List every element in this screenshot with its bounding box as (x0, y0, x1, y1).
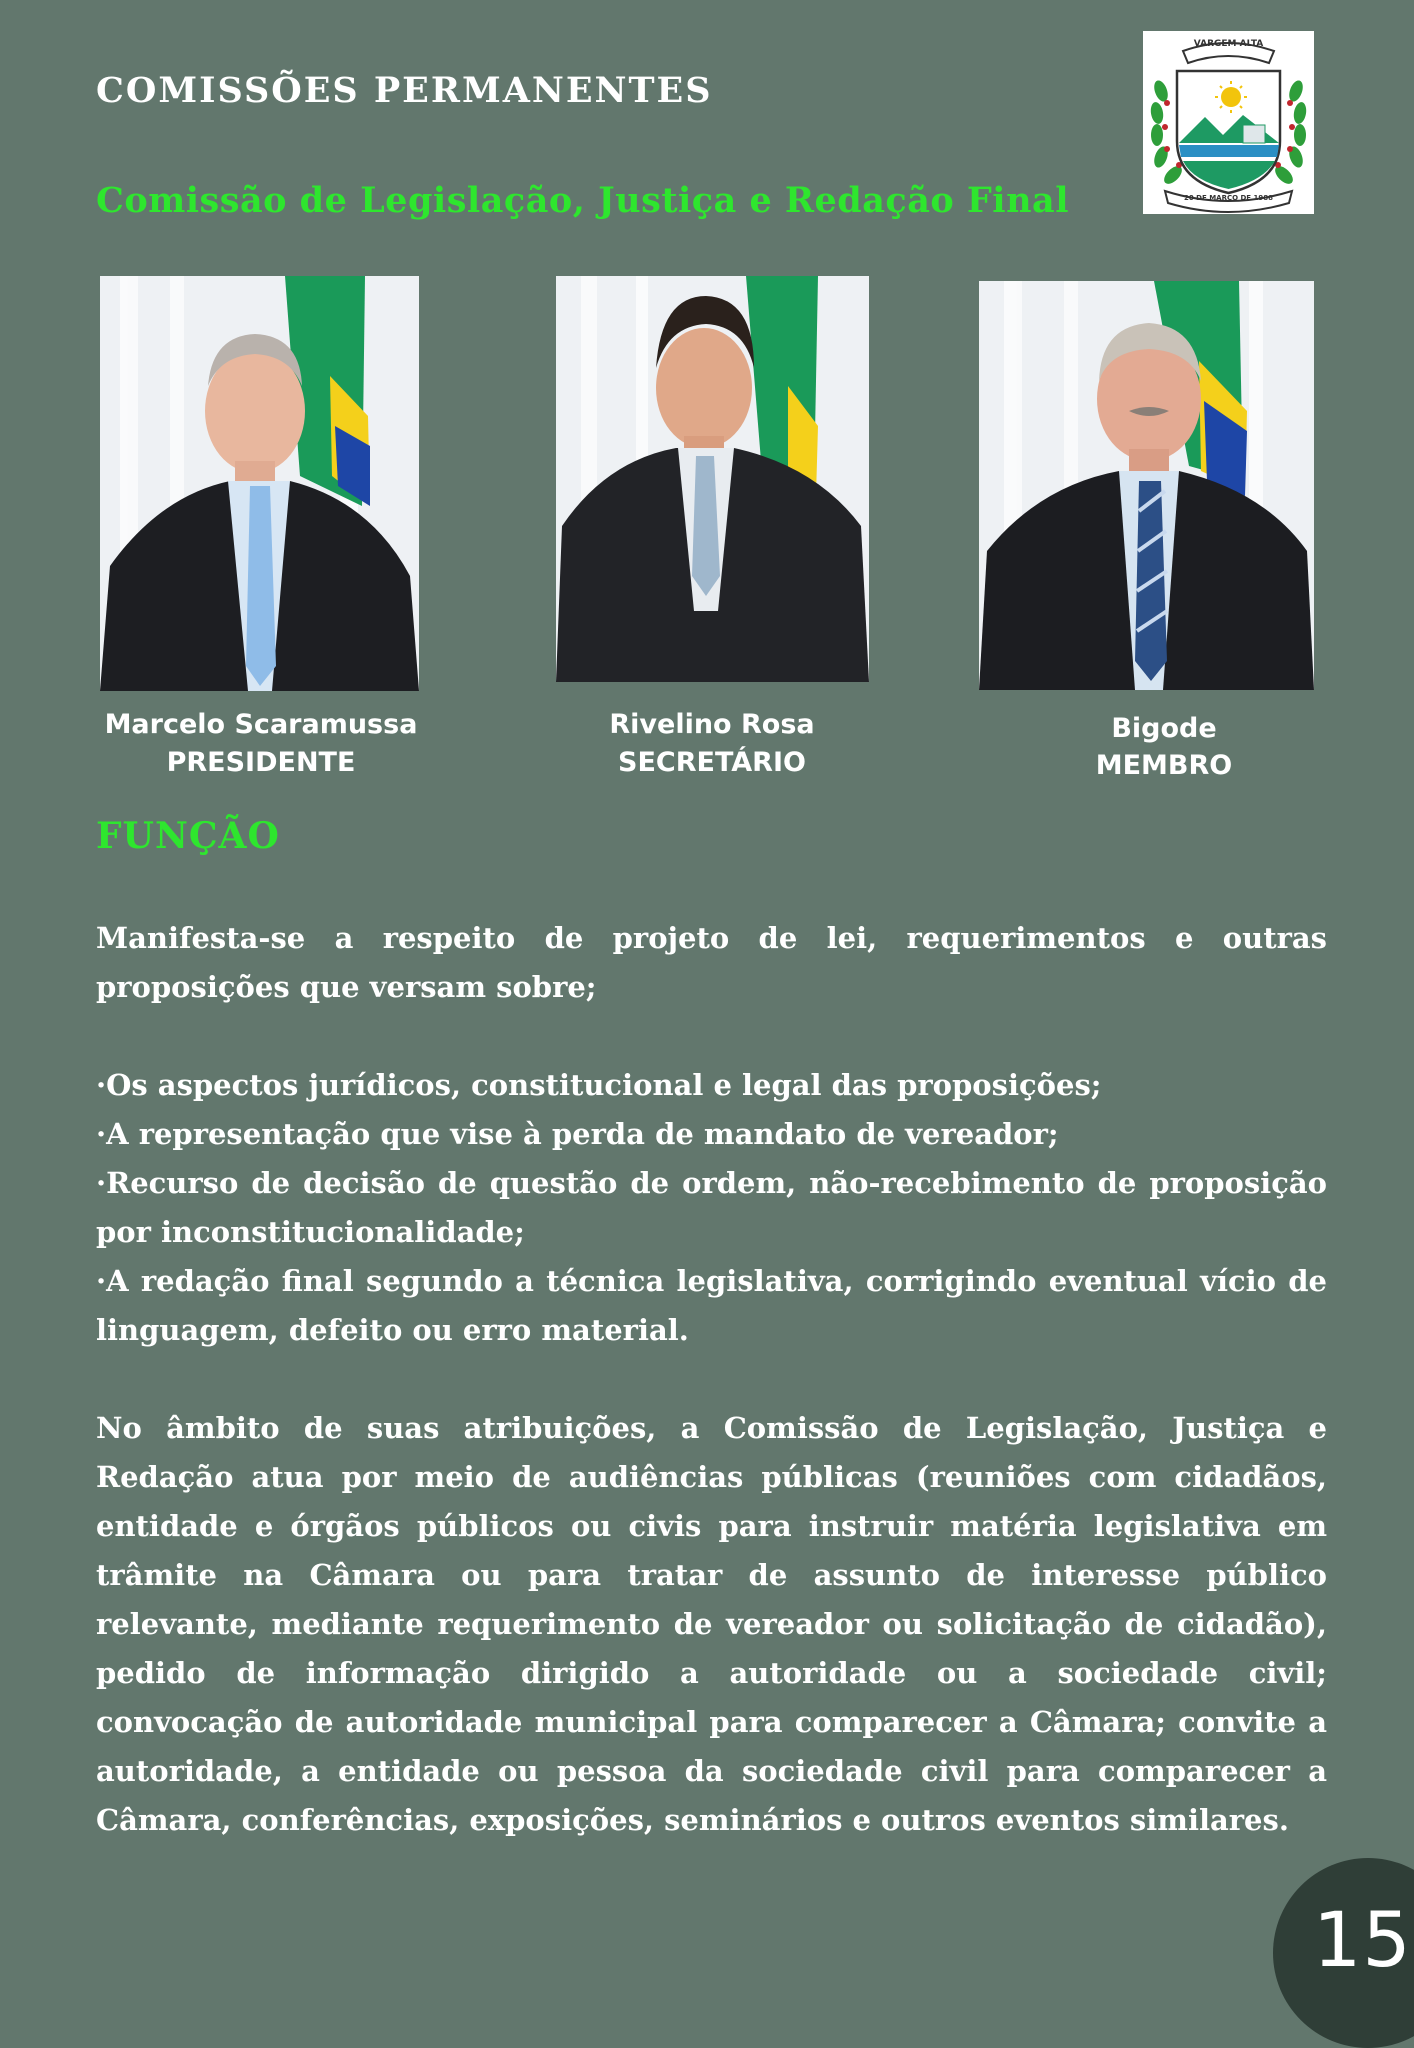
vargem-alta-coat-of-arms-logo (1143, 31, 1314, 214)
function-intro: Manifesta-se a respeito de projeto de lei, requerimentos e outras proposições que versam sobre; (96, 921, 1327, 1004)
committee-title: Comissão de Legislação, Justiça e Redação Final (96, 180, 1069, 221)
function-body (96, 914, 1327, 1845)
function-bullet: ·A redação final segundo a técnica legislativa, corrigindo eventual vício de linguagem, defeito ou erro material. (96, 1264, 1327, 1347)
member-photo-bigode (979, 281, 1314, 690)
member-name: Rivelino Rosa (609, 709, 815, 740)
logo-bottom-text: 20 DE MARÇO DE 1988 (1183, 194, 1274, 202)
function-bullet: ·Os aspectos jurídicos, constitucional e legal das proposições; (96, 1068, 1102, 1102)
member-name: Marcelo Scaramussa (104, 709, 418, 740)
function-bullet: ·A representação que vise à perda de mandato de vereador; (96, 1117, 1059, 1151)
member-role: MEMBRO (1095, 750, 1233, 781)
logo-top-text: VARGEM ALTA (1193, 39, 1264, 49)
function-closing: No âmbito de suas atribuições, a Comissão de Legislação, Justiça e Redação atua por meio de audiências públicas (reuniões com cidadãos, entidade e órgãos públicos ou civis para instruir matéria legislativa em trâmite na Câmara ou para tratar de assunto de interesse público relevante, mediante requerimento de vereador ou solicitação de cidadão), pedido de informação dirigido a autoridade ou a sociedade civil; convocação de autoridade municipal para comparecer a Câmara; convite a autoridade, a entidade ou pessoa da sociedade civil para comparecer a Câmara, conferências, exposições, seminários e outros eventos similares. (96, 1411, 1327, 1837)
member-photo-rivelino-rosa (556, 276, 869, 682)
member-role: SECRETÁRIO (618, 747, 806, 778)
page-header-title: COMISSÕES PERMANENTES (96, 70, 713, 111)
function-bullet: ·Recurso de decisão de questão de ordem, não-recebimento de proposição por inconstitucionalidade; (96, 1166, 1327, 1249)
member-photo-marcelo-scaramussa (100, 276, 419, 691)
function-heading: FUNÇÃO (96, 815, 280, 857)
member-name: Bigode (1111, 713, 1217, 744)
member-role: PRESIDENTE (166, 747, 356, 778)
page-number: 15 (1313, 1895, 1412, 1984)
